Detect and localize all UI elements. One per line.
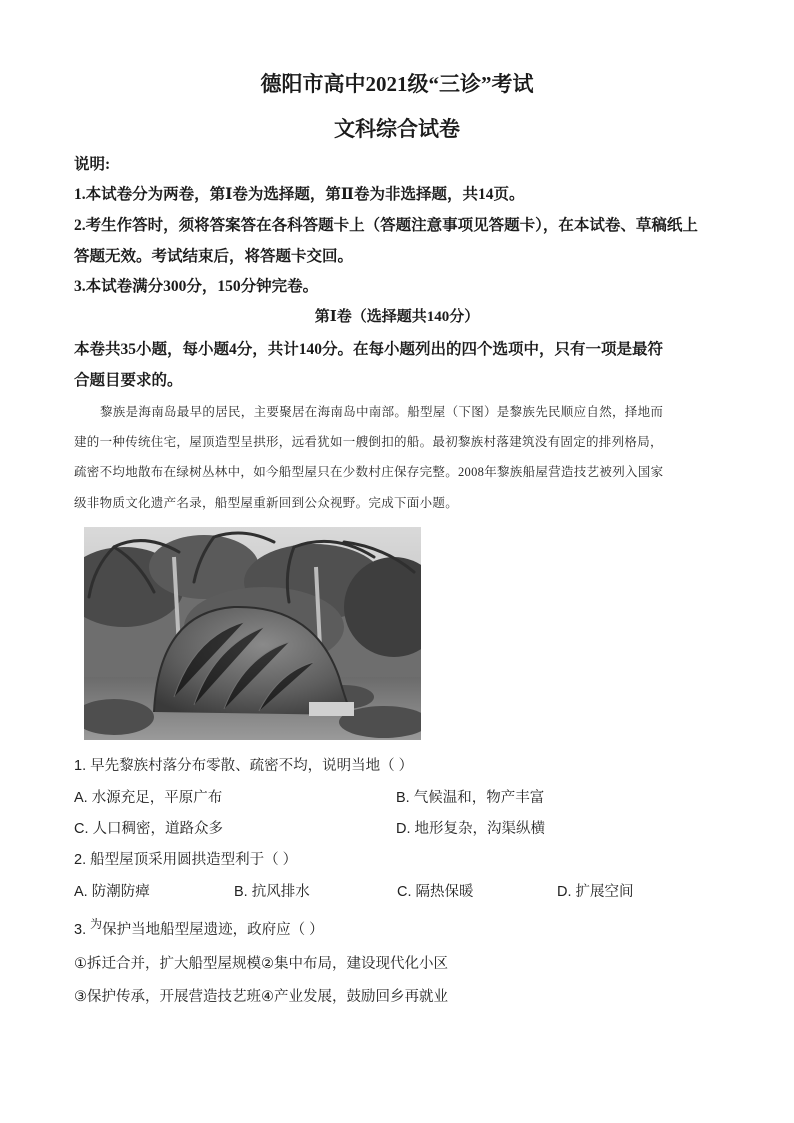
instruction-line: 2.考生作答时，须将答案答在各科答题卡上（答题注意事项见答题卡），在本试卷、草稿纸上	[74, 217, 698, 234]
boat-house-photo	[84, 527, 421, 740]
question-1-option-c[interactable]: C. 人口稠密，道路众多	[74, 821, 224, 837]
exam-subtitle: 文科综合试卷	[334, 117, 460, 141]
question-3-stem	[74, 918, 324, 939]
question-2-stem: 2. 船型屋顶采用圆拱造型利于（ ）	[74, 852, 298, 868]
instruction-line: 答题无效。考试结束后，将答题卡交回。	[74, 248, 354, 265]
passage-line: 建的一种传统住宅，屋顶造型呈拱形，远看犹如一艘倒扣的船。最初黎族村落建筑没有固定的排列格局，	[74, 435, 663, 449]
instructions-heading: 说明:	[74, 156, 111, 173]
passage-line: 黎族是海南岛最早的居民，主要聚居在海南岛中南部。船型屋（下图）是黎族先民顺应自然，择地而	[100, 405, 664, 419]
question-2-option-d[interactable]: D. 扩展空间	[557, 884, 634, 900]
question-1-option-b[interactable]: B. 气候温和，物产丰富	[396, 790, 545, 806]
exam-title: 德阳市高中2021级“三诊”考试	[260, 72, 534, 96]
question-3-choice-line: ③保护传承，开展营造技艺班④产业发展，鼓励回乡再就业	[74, 989, 448, 1005]
section-intro-line: 本卷共35小题，每小题4分，共计140分。在每小题列出的四个选项中，只有一项是最符	[74, 341, 664, 358]
question-1-option-a[interactable]: A. 水源充足，平原广布	[74, 790, 223, 806]
question-1-option-d[interactable]: D. 地形复杂，沟渠纵横	[396, 821, 546, 837]
question-2-option-b[interactable]: B. 抗风排水	[234, 884, 310, 900]
question-2-option-c[interactable]: C. 隔热保暖	[397, 884, 474, 900]
question-3-choice-line: ①拆迁合并，扩大船型屋规模②集中布局，建设现代化小区	[74, 956, 448, 972]
question-3-stem-text: 保护当地船型屋遗迹，政府应（ ）	[102, 922, 324, 938]
section-intro-line: 合题目要求的。	[74, 372, 183, 389]
instruction-line: 1.本试卷分为两卷，第Ⅰ卷为选择题，第Ⅱ卷为非选择题，共14页。	[74, 186, 525, 203]
passage-line: 级非物质文化遗产名录，船型屋重新回到公众视野。完成下面小题。	[74, 496, 459, 510]
question-2-option-a[interactable]: A. 防潮防瘴	[74, 884, 150, 900]
instruction-line: 3.本试卷满分300分，150分钟完卷。	[74, 278, 319, 295]
question-1-stem: 1. 早先黎族村落分布零散、疏密不均，说明当地（ ）	[74, 758, 414, 774]
passage-line: 疏密不均地散布在绿树丛林中，如今船型屋只在少数村庄保存完整。2008年黎族船屋营造技艺被列入国家	[74, 465, 664, 479]
question-3-number: 3.	[74, 922, 91, 938]
section-heading: 第Ⅰ卷（选择题共140分）	[314, 309, 480, 325]
question-3-stem-raised: 为	[90, 917, 103, 931]
